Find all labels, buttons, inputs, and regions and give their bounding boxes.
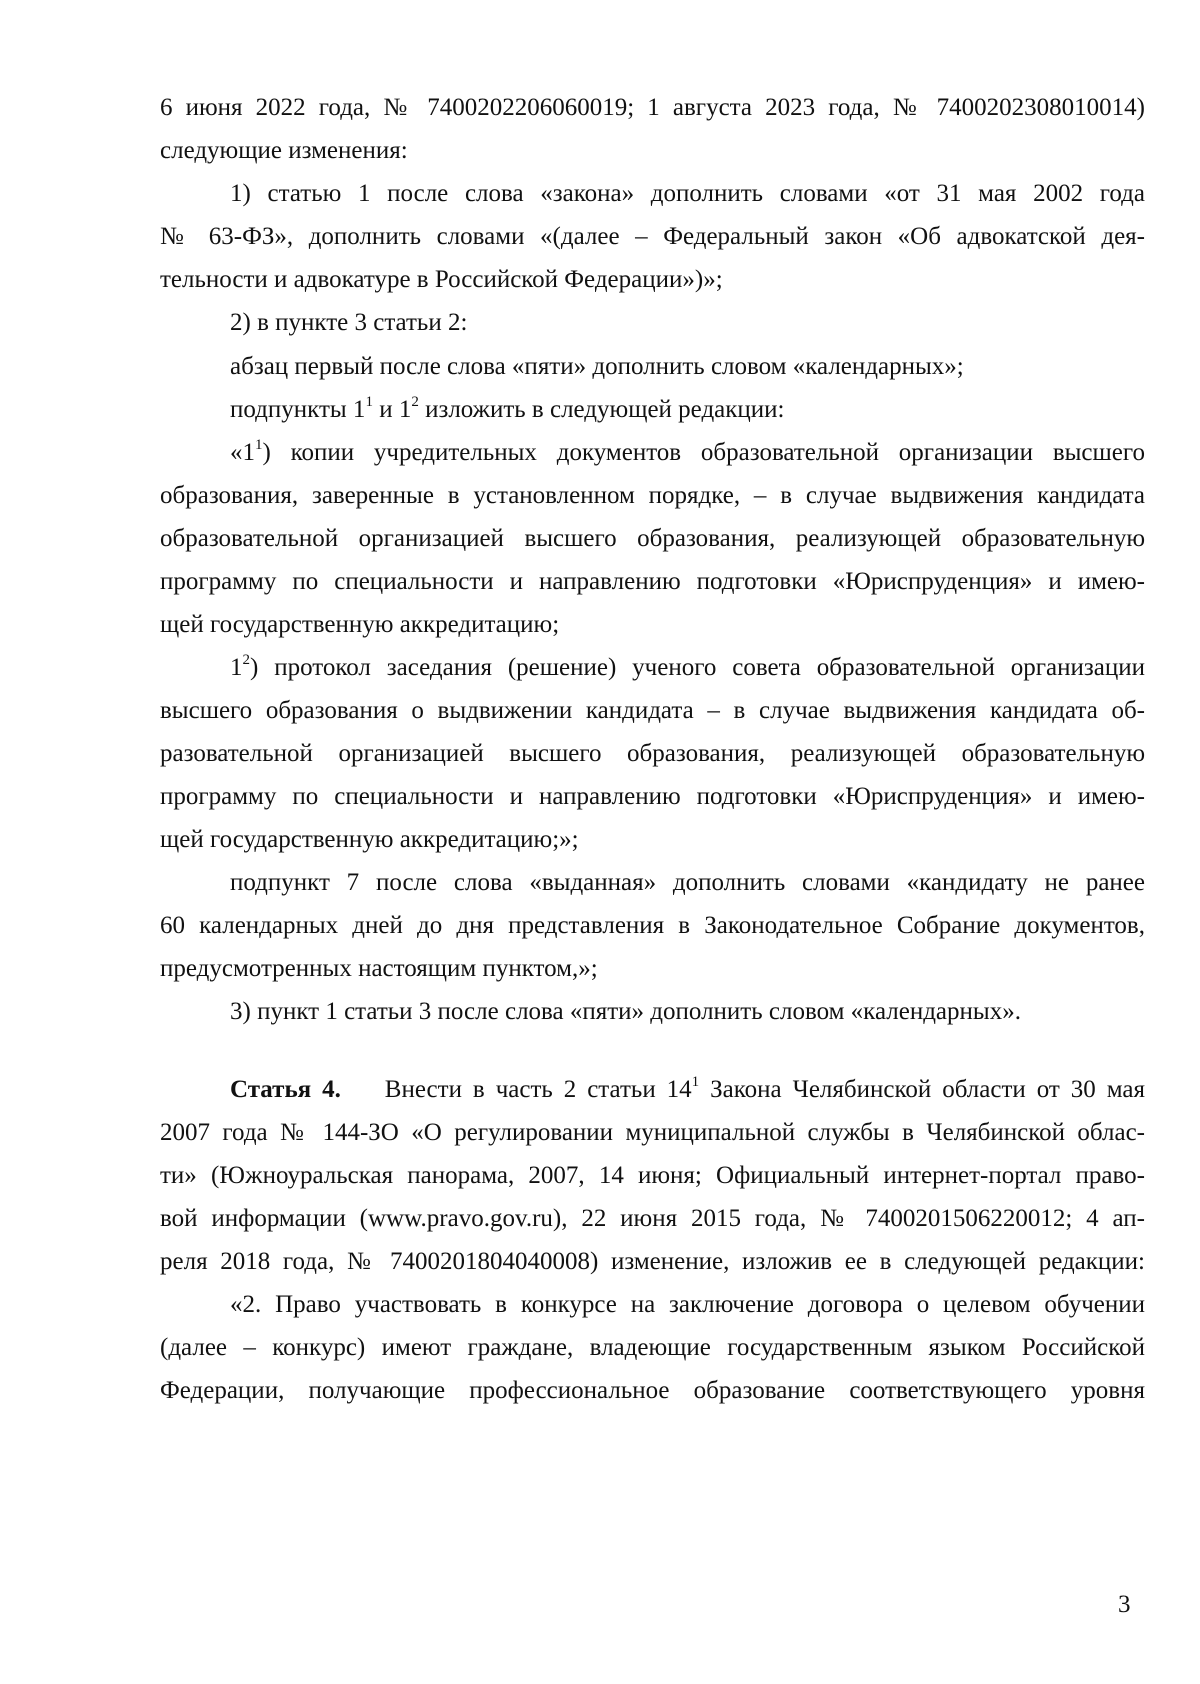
text-line: 1) статью 1 после слова «закона» дополнить словами «от 31 мая 2002 года (230, 180, 1145, 207)
text-line: образования, заверенные в установленном порядке, – в случае выдвижения кандидата (160, 482, 1145, 509)
text-line: 2007 года № 144-ЗО «О регулировании муниципальной службы в Челябинской облас- (160, 1119, 1145, 1146)
article-heading-line: Статья 4. Внести в часть 2 статьи $14^1$ Закона Челябинской области от 30 мая (230, 1074, 1145, 1103)
text-line: реля 2018 года, № 7400201804040008) изменение, изложив ее в следующей редакции: (160, 1248, 1145, 1275)
text-line: щей государственную аккредитацию;»; (160, 826, 579, 853)
text-line: образовательной организацией высшего образования, реализующей образовательную (160, 525, 1145, 552)
text-line: 3) пункт 1 статьи 3 после слова «пяти» дополнить словом «календарных». (230, 998, 1021, 1025)
article-number: Статья 4. (230, 1076, 341, 1103)
text-line: ти» (Южноуральская панорама, 2007, 14 июня; Официальный интернет-портал право- (160, 1162, 1145, 1189)
text-line: предусмотренных настоящим пунктом,»; (160, 955, 598, 982)
text-line: $1^2$) протокол заседания (решение) ученого совета образовательной организации (230, 652, 1145, 681)
text-line: 60 календарных дней до дня представления в Законодательное Собрание документов, (160, 912, 1145, 939)
text-line: абзац первый после слова «пяти» дополнить словом «календарных»; (230, 353, 964, 380)
text-line: программу по специальности и направлению подготовки «Юриспруденция» и имею- (160, 568, 1145, 595)
text-line: 2) в пункте 3 статьи 2: (230, 309, 468, 336)
text-line: подпункты $1^1$ и $1^2$ изложить в следующей редакции: (230, 394, 785, 423)
text-line: разовательной организацией высшего образования, реализующей образовательную (160, 740, 1145, 767)
text-line: № 63-ФЗ», дополнить словами «(далее – Федеральный закон «Об адвокатской дея- (160, 223, 1145, 250)
text-line: вой информации (www.pravo.gov.ru), 22 июня 2015 года, № 7400201506220012; 4 ап- (160, 1205, 1145, 1232)
text-line: «2. Право участвовать в конкурсе на заключение договора о целевом обучении (230, 1291, 1145, 1318)
text-line: тельности и адвокатуре в Российской Федерации»)»; (160, 266, 723, 293)
text-line: «$1^1$) копии учредительных документов образовательной организации высшего (230, 437, 1145, 466)
text-line: следующие изменения: (160, 137, 408, 164)
text-line: (далее – конкурс) имеют граждане, владеющие государственным языком Российской (160, 1334, 1145, 1361)
text-line: подпункт 7 после слова «выданная» дополнить словами «кандидату не ранее (230, 869, 1145, 896)
text-line: 6 июня 2022 года, № 7400202206060019; 1 августа 2023 года, № 7400202308010014) (160, 94, 1145, 121)
text-line: щей государственную аккредитацию; (160, 611, 560, 638)
text-line: программу по специальности и направлению подготовки «Юриспруденция» и имею- (160, 783, 1145, 810)
text-line: Федерации, получающие профессиональное образование соответствующего уровня (160, 1377, 1145, 1404)
text-line: высшего образования о выдвижении кандидата – в случае выдвижения кандидата об- (160, 697, 1145, 724)
page-number: 3 (1118, 1591, 1131, 1618)
